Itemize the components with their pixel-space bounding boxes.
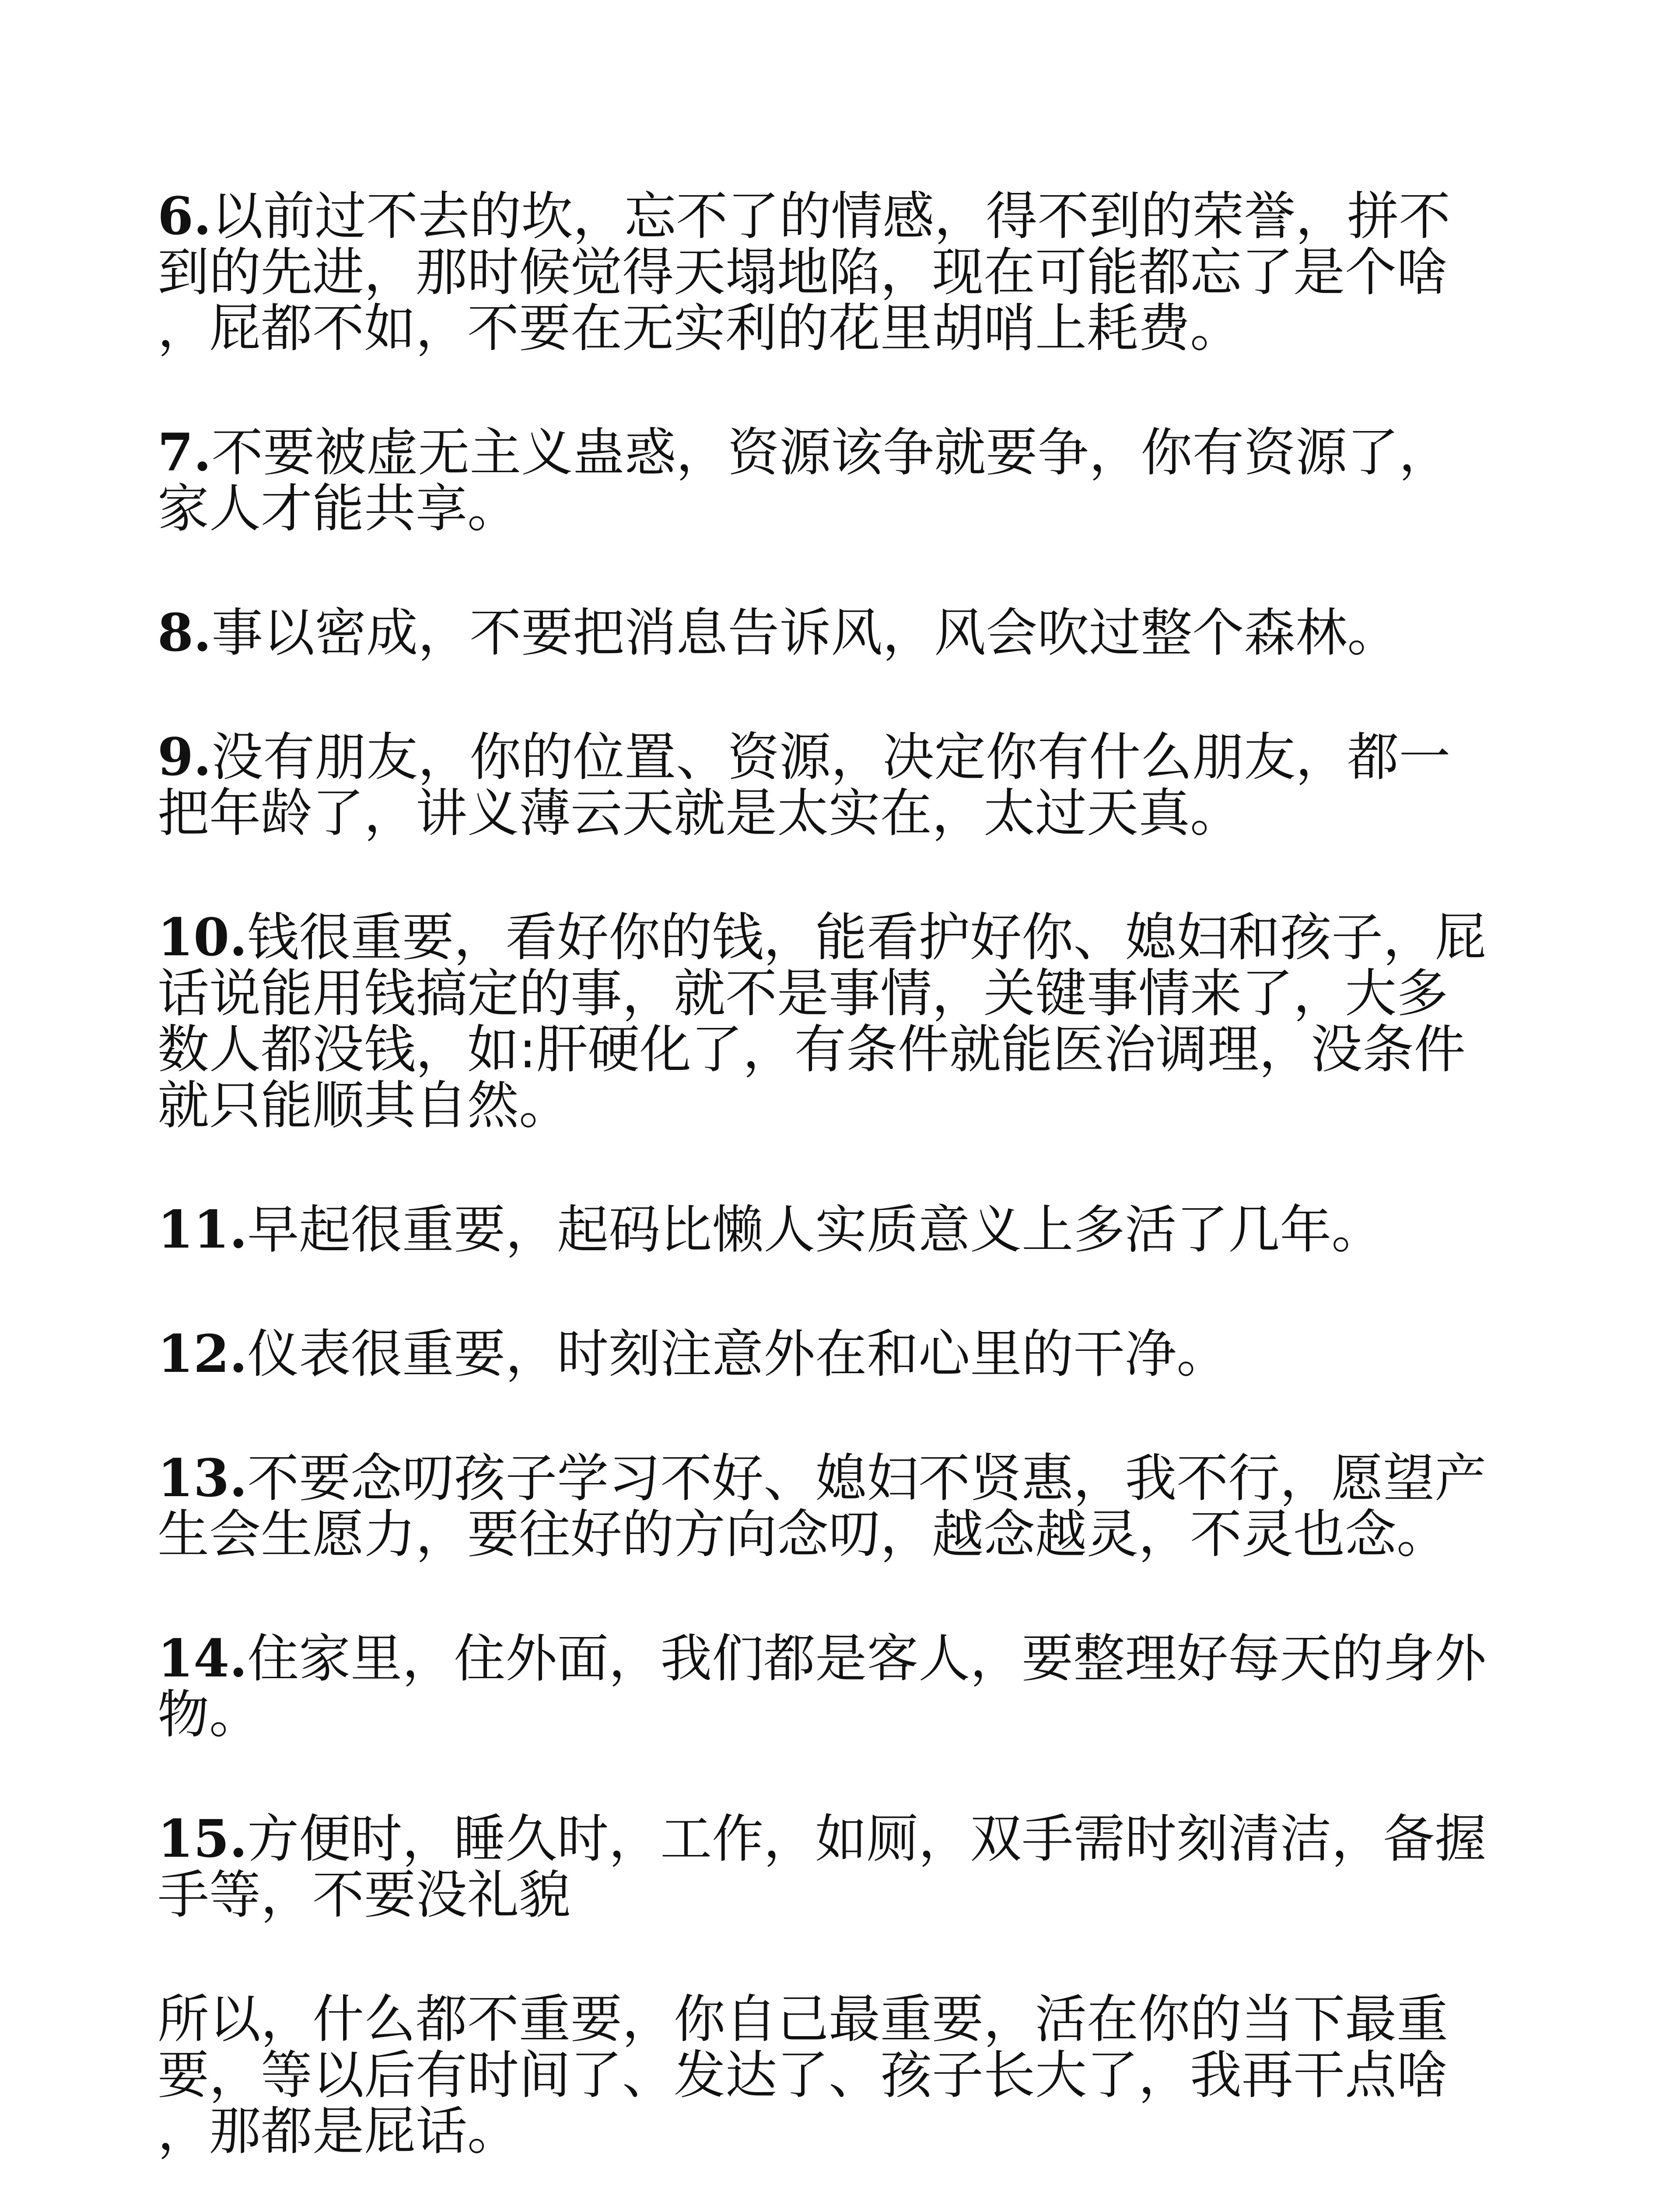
paragraph-line: 13.不要念叨孩子学习不好、媳妇不贤惠，我不行，愿望产 <box>158 1448 1487 1508</box>
list-item-10 <box>158 907 1584 1136</box>
paragraph-line: 要，等以后有时间了、发达了、孩子长大了，我再干点啥 <box>158 2045 1449 2105</box>
paragraph-line: 到的先进，那时候觉得天塌地陷，现在可能都忘了是个啥 <box>158 242 1449 302</box>
item-number: 10. <box>158 907 248 968</box>
list-item-15 <box>158 1808 1584 1925</box>
list-item-8 <box>158 602 1584 663</box>
paragraph-line: 14.住家里，住外面，我们都是客人，要整理好每天的身外 <box>158 1628 1487 1689</box>
list-item-11 <box>158 1199 1584 1260</box>
paragraph-line: 手等，不要没礼貌 <box>158 1865 571 1925</box>
item-number: 12. <box>158 1323 248 1384</box>
paragraph-line: 8.事以密成，不要把消息告诉风，风会吹过整个森林。 <box>158 602 1399 663</box>
closing-paragraph <box>158 1991 1584 2159</box>
item-number: 15. <box>158 1808 248 1869</box>
paragraph-line: 11.早起很重要，起码比懒人实质意义上多活了几年。 <box>158 1199 1383 1260</box>
paragraph-line: 话说能用钱搞定的事，就不是事情，关键事情来了，大多 <box>158 963 1449 1024</box>
paragraph-line: 所以，什么都不重要，你自己最重要，活在你的当下最重 <box>158 1989 1449 2049</box>
list-item-13 <box>158 1450 1584 1562</box>
list-item-12 <box>158 1323 1584 1384</box>
item-number: 11. <box>158 1199 248 1260</box>
item-number: 8. <box>158 602 212 663</box>
item-number: 9. <box>158 726 212 787</box>
list-item-14 <box>158 1630 1584 1743</box>
paragraph-line: 9.没有朋友，你的位置、资源，决定你有什么朋友，都一 <box>158 726 1451 787</box>
paragraph-line: 7.不要被虚无主义蛊惑，资源该争就要争，你有资源了， <box>158 422 1451 483</box>
document-body <box>158 188 1584 2188</box>
paragraph-line: 15.方便时，睡久时，工作，如厕，双手需时刻清洁，备握 <box>158 1808 1487 1869</box>
list-item-7 <box>158 422 1584 539</box>
list-item-6 <box>158 188 1584 356</box>
paragraph-line: 物。 <box>158 1684 261 1745</box>
paragraph-line: 生会生愿力，要往好的方向念叨，越念越灵，不灵也念。 <box>158 1504 1449 1564</box>
paragraph-line: 数人都没钱，如:肝硬化了，有条件就能医治调理，没条件 <box>158 1019 1466 1080</box>
paragraph-line: 就只能顺其自然。 <box>158 1075 571 1136</box>
paragraph-line: ，屁都不如，不要在无实利的花里胡哨上耗费。 <box>158 298 1242 358</box>
item-number: 7. <box>158 422 212 483</box>
paragraph-line: ，那都是屁话。 <box>158 2101 519 2161</box>
list-item-9 <box>158 726 1584 843</box>
paragraph-line: 把年龄了，讲义薄云天就是太实在，太过天真。 <box>158 783 1242 843</box>
paragraph-line: 6.以前过不去的坎，忘不了的情感，得不到的荣誉，拼不 <box>158 186 1451 246</box>
item-number: 13. <box>158 1448 248 1508</box>
paragraph-line: 10.钱很重要，看好你的钱，能看护好你、媳妇和孩子，屁 <box>158 907 1487 968</box>
paragraph-line: 12.仪表很重要，时刻注意外在和心里的干净。 <box>158 1323 1228 1384</box>
item-number: 6. <box>158 186 212 246</box>
item-number: 14. <box>158 1628 248 1689</box>
paragraph-line: 家人才能共享。 <box>158 478 519 539</box>
